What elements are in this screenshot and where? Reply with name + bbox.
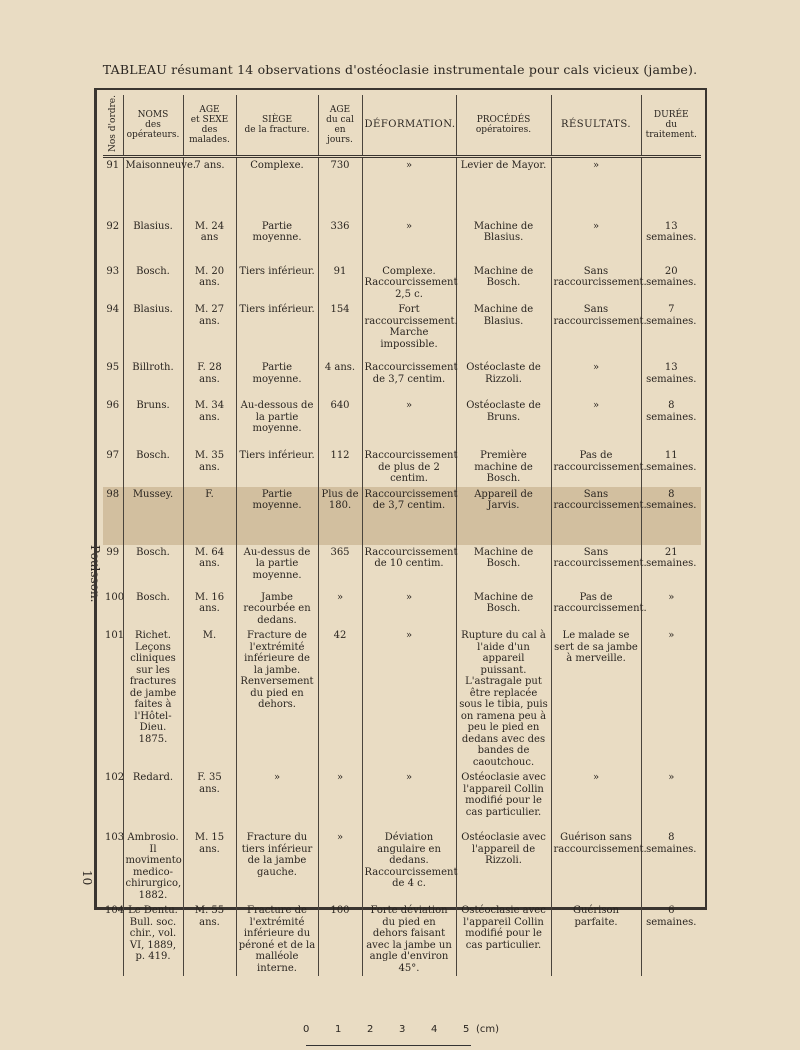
cell-age: M. 34 ans.	[183, 398, 236, 448]
cell-siege: »	[236, 770, 318, 830]
cell-cal: »	[318, 830, 362, 903]
scale-label: 1	[335, 1024, 342, 1035]
cell-cal: 100	[318, 903, 362, 976]
scale-label: 2	[367, 1024, 374, 1035]
cell-cal: 365	[318, 545, 362, 590]
cell-proc: Machine de Bosch.	[456, 545, 551, 590]
cell-age: F. 28 ans.	[183, 360, 236, 398]
cell-res: Guérison sans raccourcissement.	[551, 830, 641, 903]
cell-proc: Machine de Blasius.	[456, 302, 551, 360]
cell-num: 93	[106, 265, 120, 277]
cell-def: »	[362, 590, 456, 629]
cell-dur	[641, 157, 701, 219]
cell-dur: 11 semaines.	[641, 448, 701, 487]
cell-nom: Le Dentu. Bull. soc. chir., vol. VI, 1889, p. 419.	[123, 903, 183, 976]
cell-def: »	[362, 770, 456, 830]
cell-def: Raccourcissement de 3,7 centim.	[362, 487, 456, 545]
cell-cal: »	[318, 590, 362, 629]
cell-res: »	[551, 219, 641, 264]
cell-age: M. 20 ans.	[183, 264, 236, 303]
cell-cal: 154	[318, 302, 362, 360]
cell-dur: 13 semaines.	[641, 219, 701, 264]
cell-proc: Ostéoclaste de Bruns.	[456, 398, 551, 448]
cell-def: Fort raccourcissement. Marche impossible.	[362, 302, 456, 360]
cell-nom: Ambrosio. Il movimento medico-chirurgico, 1882.	[123, 830, 183, 903]
cell-age: M. 55 ans.	[183, 903, 236, 976]
cell-res: Pas de raccourcissement.	[551, 590, 641, 629]
cell-def: Raccourcissement de 3,7 centim.	[362, 360, 456, 398]
cell-nom: Bosch.	[123, 264, 183, 303]
cell-dur: 13 semaines.	[641, 360, 701, 398]
cell-age: F.	[183, 487, 236, 545]
table-row	[103, 545, 701, 590]
cell-def: »	[362, 219, 456, 264]
cell-res: »	[551, 398, 641, 448]
cell-res: Sans raccourcissement.	[551, 487, 641, 545]
cell-nom: Bosch.	[123, 590, 183, 629]
cell-dur: »	[641, 590, 701, 629]
cell-siege: Fracture de l'extrémité inférieure de la jambe. Renversement du pied en dehors.	[236, 628, 318, 770]
cell-nom: Billroth.	[123, 360, 183, 398]
table-row	[103, 770, 701, 830]
cell-nom: Bruns.	[123, 398, 183, 448]
cell-def: Raccourcissement de plus de 2 centim.	[362, 448, 456, 487]
cell-age: M. 35 ans.	[183, 448, 236, 487]
table-row	[103, 157, 701, 219]
cell-cal: 112	[318, 448, 362, 487]
cell-num: 96	[106, 400, 120, 411]
cell-num: 97	[106, 450, 120, 461]
table-row	[103, 360, 701, 398]
cell-age: M. 15 ans.	[183, 830, 236, 903]
cell-siege: Au-dessous de la partie moyenne.	[236, 398, 318, 448]
cell-proc: Ostéoclasie avec l'appareil Collin modifié pour le cas particulier.	[456, 903, 551, 976]
cell-nom: Maisonneuve.	[123, 157, 183, 219]
cell-def: Complexe. Raccourcissement 2,5 c.	[362, 264, 456, 303]
cell-dur: 6 semaines.	[641, 903, 701, 976]
cell-siege: Partie moyenne.	[236, 360, 318, 398]
table-row	[103, 903, 701, 976]
observations-table	[103, 95, 701, 976]
col-resultats-header: RÉSULTATS.	[551, 95, 641, 157]
cell-res: Sans raccourcissement.	[551, 545, 641, 590]
col-duree-header: DURÉE du traitement.	[641, 95, 701, 157]
scale-unit: (cm)	[476, 1024, 500, 1035]
cell-dur: 7 semaines.	[641, 302, 701, 360]
cell-nom: Blasius.	[123, 219, 183, 264]
cell-cal: Plus de 180.	[318, 487, 362, 545]
cell-proc: Machine de Blasius.	[456, 219, 551, 264]
cell-dur: »	[641, 770, 701, 830]
cell-siege: Complexe.	[236, 157, 318, 219]
table-body	[103, 157, 701, 977]
cell-cal: 640	[318, 398, 362, 448]
cell-siege: Au-dessus de la partie moyenne.	[236, 545, 318, 590]
cell-nom: Redard.	[123, 770, 183, 830]
col-procedes-header: PROCÉDÉS opératoires.	[456, 95, 551, 157]
page-title: TABLEAU résumant 14 observations d'ostéoclasie instrumentale pour cals vicieux (jambe).	[102, 62, 698, 77]
cell-proc: Ostéoclaste de Rizzoli.	[456, 360, 551, 398]
cell-res: Sans raccourcissement.	[551, 302, 641, 360]
cell-nom: Richet. Leçons cliniques sur les fractures de jambe faites à l'Hôtel-Dieu. 1875.	[123, 628, 183, 770]
cell-def: »	[362, 628, 456, 770]
table-row	[103, 830, 701, 903]
cell-def: Raccourcissement de 10 centim.	[362, 545, 456, 590]
cell-num: 99	[106, 546, 120, 558]
cell-res: Sans raccourcissement.	[551, 264, 641, 303]
cell-res: Pas de raccourcissement.	[551, 448, 641, 487]
cell-dur: 8 semaines.	[641, 398, 701, 448]
scale-label: 0	[303, 1024, 310, 1035]
cell-res: »	[551, 360, 641, 398]
cell-cal: 42	[318, 628, 362, 770]
cell-num: 103	[105, 832, 125, 843]
cell-age: M. 27 ans.	[183, 302, 236, 360]
margin-author: Poulsson.	[88, 545, 102, 603]
table-row	[103, 302, 701, 360]
cell-dur: »	[641, 628, 701, 770]
cell-proc: Machine de Bosch.	[456, 264, 551, 303]
cell-num: 91	[106, 160, 120, 171]
table-row	[103, 487, 701, 545]
cell-num: 104	[105, 905, 125, 916]
cell-age: M. 64 ans.	[183, 545, 236, 590]
cell-num: 94	[106, 304, 120, 315]
cell-num: 102	[105, 772, 125, 783]
cell-age: M.	[183, 628, 236, 770]
cell-age: F. 35 ans.	[183, 770, 236, 830]
cell-def: Forte déviation du pied en dehors faisant avec la jambe un angle d'environ 45°.	[362, 903, 456, 976]
scale-label: 3	[399, 1024, 406, 1035]
cell-def: »	[362, 157, 456, 219]
cell-proc: Ostéoclasie avec l'appareil Collin modifié pour le cas particulier.	[456, 770, 551, 830]
cell-cal: 336	[318, 219, 362, 264]
cell-siege: Tiers inférieur.	[236, 448, 318, 487]
cell-dur: 21 semaines.	[641, 545, 701, 590]
cell-age: 7 ans.	[183, 157, 236, 219]
cell-dur: 8 semaines.	[641, 487, 701, 545]
cell-res: Guérison parfaite.	[551, 903, 641, 976]
cell-siege: Jambe recourbée en dedans.	[236, 590, 318, 629]
col-age-header: AGE et SEXE des malades.	[183, 95, 236, 157]
cell-siege: Fracture de l'extrémité inférieure du péroné et de la malléole interne.	[236, 903, 318, 976]
col-agecal-header: AGE du cal en jours.	[318, 95, 362, 157]
cell-proc: Rupture du cal à l'aide d'un appareil puissant. L'astragale put être replacée sous le tibia, puis on ramena peu à peu le pied en dedans avec des bandes de caoutchouc.	[456, 628, 551, 770]
cell-age: M. 16 ans.	[183, 590, 236, 629]
cell-proc: Ostéoclasie avec l'appareil de Rizzoli.	[456, 830, 551, 903]
cell-proc: Première machine de Bosch.	[456, 448, 551, 487]
cell-num: 98	[103, 487, 123, 545]
cell-siege: Fracture du tiers inférieur de la jambe gauche.	[236, 830, 318, 903]
page-number: 10	[80, 870, 94, 886]
cell-res: »	[551, 157, 641, 219]
cell-num: 100	[105, 591, 125, 603]
table-row	[103, 628, 701, 770]
cell-num: 92	[106, 220, 120, 232]
cell-nom: Blasius.	[123, 302, 183, 360]
col-siege-header: SIÈGE de la fracture.	[236, 95, 318, 157]
table-row	[103, 448, 701, 487]
cell-def: Déviation angulaire en dedans. Raccourcissement de 4 c.	[362, 830, 456, 903]
cell-num: 95	[106, 362, 120, 373]
col-num-header: Nos d'ordre.	[103, 95, 123, 157]
table-row	[103, 398, 701, 448]
scale-label: 5	[463, 1024, 470, 1035]
header-row	[103, 95, 701, 157]
cell-cal: 4 ans.	[318, 360, 362, 398]
cell-dur: 20 semaines.	[641, 264, 701, 303]
cell-nom: Bosch.	[123, 448, 183, 487]
cell-dur: 8 semaines.	[641, 830, 701, 903]
table-row	[103, 590, 701, 629]
cell-res: »	[551, 770, 641, 830]
cell-num: 101	[105, 630, 125, 641]
col-deformation-header: DÉFORMATION.	[362, 95, 456, 157]
table-row	[103, 219, 701, 264]
cell-proc: Levier de Mayor.	[456, 157, 551, 219]
cell-proc: Appareil de Jarvis.	[456, 487, 551, 545]
table-row	[103, 264, 701, 303]
scale-label: 4	[431, 1024, 438, 1035]
cell-def: »	[362, 398, 456, 448]
cell-siege: Tiers inférieur.	[236, 302, 318, 360]
cell-siege: Tiers inférieur.	[236, 264, 318, 303]
cell-cal: »	[318, 770, 362, 830]
cell-siege: Partie moyenne.	[236, 219, 318, 264]
scale-ruler	[306, 1038, 471, 1046]
cell-cal: 91	[318, 264, 362, 303]
cell-nom: Bosch.	[123, 545, 183, 590]
cell-cal: 730	[318, 157, 362, 219]
cell-nom: Mussey.	[123, 487, 183, 545]
cell-res: Le malade se sert de sa jambe à merveille.	[551, 628, 641, 770]
cell-proc: Machine de Bosch.	[456, 590, 551, 629]
col-nom-header: NOMS des opérateurs.	[123, 95, 183, 157]
cell-siege: Partie moyenne.	[236, 487, 318, 545]
cell-age: M. 24 ans	[183, 219, 236, 264]
